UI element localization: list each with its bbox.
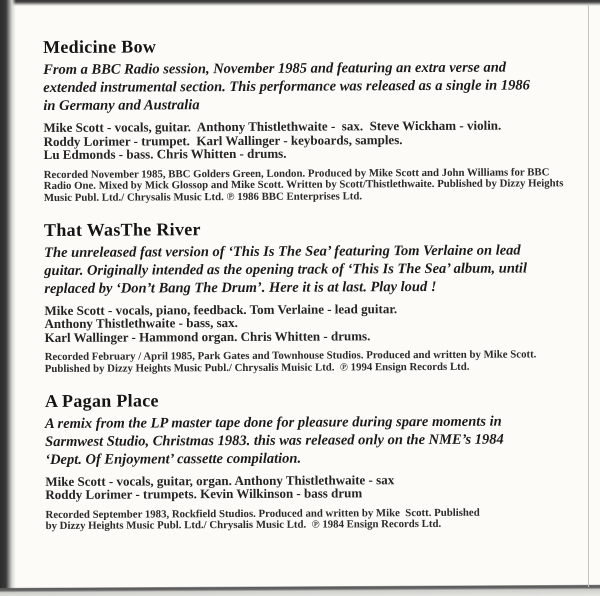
track-title: A Pagan Place: [44, 389, 159, 411]
track-fine-print: Recorded November 1985, BBC Golders Green, London. Produced by Mike Scott and John Williams for BBC Radio One. Mixed by Mick Glossop and Mike Scott. Written by Scott/Thistlethwaite. Published by Dizzy Heights Music Publ. Ltd./ Chrysalis Music Ltd. ℗ 1986 BBC Enterprises Ltd.: [43, 166, 564, 204]
track-fine-print: Recorded September 1983, Rockfield Studios. Produced and written by Mike Scott. Published by Dizzy Heights Music Publ. Ltd./ Chrysalis Music Ltd. ℗ 1984 Ensign Records Ltd.: [45, 506, 480, 533]
scan-edge-right: [588, 4, 589, 587]
track-description: The unreleased fast version of ‘This Is The Sea’ featuring Tom Verlaine on lead guitar. Originally intended as the opening track of ‘This Is The Sea’ album, until replaced by ‘Don’t Bang The Drum’. Here it is at last. Play loud !: [44, 242, 527, 297]
track-credits: Mike Scott - vocals, guitar, organ. Anthony Thistlethwaite - sax Roddy Lorimer - trumpets. Kevin Wilkinson - bass drum: [45, 471, 395, 503]
track-section-a-pagan-place: [45, 387, 578, 533]
page-content: [43, 33, 578, 533]
track-section-that-was-the-river: [44, 216, 577, 376]
track-title: That WasThe River: [43, 218, 201, 240]
track-credits: Mike Scott - vocals, guitar. Anthony Thistlethwaite - sax. Steve Wickham - violin. Roddy Lorimer - trumpet. Karl Wallinger - keyboards, samples. Lu Edmonds - bass. Chris Whitten - drums.: [43, 117, 502, 163]
track-fine-print: Recorded February / April 1985, Park Gates and Townhouse Studios. Produced and written by Mike Scott. Published by Dizzy Heights Music Publ./ Chrysalis Muisic Ltd. ℗ 1994 Ensign Records Ltd.: [44, 348, 537, 375]
scan-edge-left: [0, 0, 16, 596]
scan-edge-top: [0, 0, 600, 6]
track-credits: Mike Scott - vocals, piano, feedback. Tom Verlaine - lead guitar. Anthony Thistlethwaite - bass, sax. Karl Wallinger - Hammond organ. Chris Whitten - drums.: [44, 300, 398, 345]
scan-edge-bottom: [0, 584, 600, 596]
track-description: From a BBC Radio session, November 1985 and featuring an extra verse and extended instrumental section. This performance was released as a single in 1986 in Germany and Australia: [43, 59, 530, 114]
track-description: A remix from the LP master tape done for pleasure during spare moments in Sarmwest Studio, Christmas 1983. this was released only on the NME’s 1984 ‘Dept. Of Enjoyment’ cassette compilation.: [44, 413, 504, 468]
track-section-medicine-bow: [43, 33, 576, 204]
track-title: Medicine Bow: [43, 36, 157, 57]
